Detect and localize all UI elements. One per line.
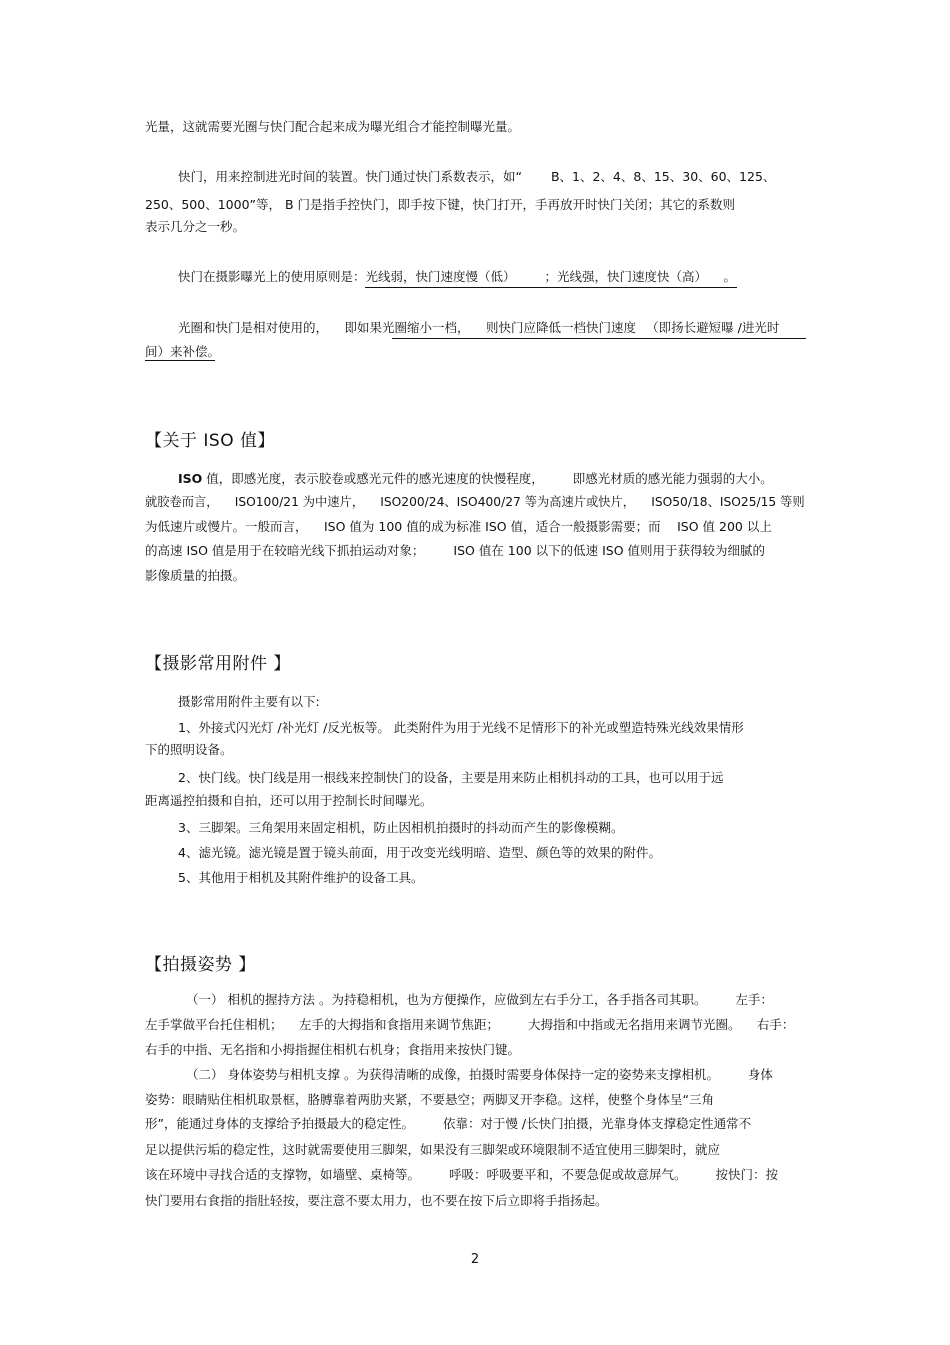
underline [365, 287, 737, 288]
iso-line-2: 就胶卷而言， ISO100/21 为中速片， ISO200/24、ISO400/27 等为高速片或快片， ISO50/18、ISO25/15 等则 [145, 494, 805, 509]
accessories-line-2: 1、外接式闪光灯 /补光灯 /反光板等。 此类附件为用于光线不足情形下的补光或塑造特殊光线效果情形 [178, 720, 744, 735]
posture-line-4: （二） 身体姿势与相机支撑 。为获得清晰的成像，拍摄时需要身体保持一定的姿势来支撑相机。 身体 [186, 1067, 773, 1082]
page-number: 2 [470, 1252, 480, 1267]
intro-line-4: 表示几分之一秒。 [145, 219, 246, 234]
accessories-line-6: 3、三脚架。三角架用来固定相机，防止因相机拍摄时的抖动而产生的影像模糊。 [178, 820, 624, 835]
iso-line-1-text: 值，即感光度，表示胶卷或感光元件的感光速度的快慢程度， 即感光材质的感光能力强弱的大小。 [202, 471, 773, 486]
posture-line-9: 快门要用右食指的指肚轻按，要注意不要太用力，也不要在按下后立即将手指扬起。 [145, 1193, 608, 1208]
intro-line-7: 间）来补偿。 [145, 344, 221, 359]
posture-line-3: 右手的中指、无名指和小拇指握住相机右机身；食指用来按快门键。 [145, 1042, 521, 1057]
accessories-line-8: 5、其他用于相机及其附件维护的设备工具。 [178, 870, 424, 885]
iso-term: ISO [178, 471, 203, 486]
posture-line-2: 左手掌做平台托住相机； 左手的大拇指和食指用来调节焦距； 大拇指和中指或无名指用来调节光圈。 右手： [145, 1017, 795, 1032]
intro-line-6: 光圈和快门是相对使用的， 即如果光圈缩小一档， 则快门应降低一档快门速度 （即扬长避短曝 /进光时 [178, 320, 780, 335]
intro-line-1: 光量，这就需要光圈与快门配合起来成为曝光组合才能控制曝光量。 [145, 119, 521, 134]
posture-line-5: 姿势：眼睛贴住相机取景框，胳膊靠着两肋夹紧，不要悬空；两脚叉开李稳。这样，使整个身体呈“三角 [145, 1092, 714, 1107]
iso-line-1 [178, 470, 773, 488]
intro-line-2: 快门，用来控制进光时间的装置。快门通过快门系数表示，如“ B、1、2、4、8、15、30、60、125、 [178, 169, 776, 184]
iso-heading: 【关于 ISO 值】 [145, 431, 275, 451]
intro-line-5: 快门在摄影曝光上的使用原则是：光线弱，快门速度慢（低） ；光线强，快门速度快（高） 。 [178, 269, 736, 284]
accessories-line-7: 4、滤光镜。滤光镜是置于镜头前面，用于改变光线明暗、造型、颜色等的效果的附件。 [178, 845, 661, 860]
intro-line-3: 250、500、1000”等， B 门是指手控快门，即手按下键，快门打开，手再放开时快门关闭；其它的系数则 [145, 197, 736, 212]
underline [392, 338, 806, 339]
posture-heading: 【拍摄姿势 】 [145, 955, 256, 975]
accessories-line-1: 摄影常用附件主要有以下: [178, 694, 320, 709]
accessories-line-5: 距离遥控拍摄和自拍，还可以用于控制长时间曝光。 [145, 793, 433, 808]
underline [145, 360, 215, 361]
posture-line-7: 足以提供污垢的稳定性，这时就需要使用三脚架，如果没有三脚架或环境限制不适宜使用三脚架时，就应 [145, 1142, 721, 1157]
posture-line-1: （一） 相机的握持方法 。为持稳相机，也为方便操作，应做到左右手分工，各手指各司其职。 左手： [186, 992, 773, 1007]
posture-line-8: 该在环境中寻找合适的支撑物，如墙壁、桌椅等。 呼吸：呼吸要平和，不要急促或故意屏气。 按快门：按 [145, 1167, 778, 1182]
iso-line-4: 的高速 ISO 值是用于在较暗光线下抓拍运动对象； ISO 值在 100 以下的低速 ISO 值则用于获得较为细腻的 [145, 543, 766, 558]
posture-line-6: 形”，能通过身体的支撑给予拍摄最大的稳定性。 依靠：对于慢 /长快门拍摄，光靠身体支撑稳定性通常不 [145, 1116, 752, 1131]
accessories-line-3: 下的照明设备。 [145, 742, 233, 757]
iso-line-5: 影像质量的拍摄。 [145, 568, 246, 583]
iso-line-3: 为低速片或慢片。一般而言， ISO 值为 100 值的成为标准 ISO 值，适合一般摄影需要；而 ISO 值 200 以上 [145, 519, 772, 534]
accessories-heading: 【摄影常用附件 】 [145, 654, 291, 674]
accessories-line-4: 2、快门线。快门线是用一根线来控制快门的设备，主要是用来防止相机抖动的工具，也可以用于远 [178, 770, 724, 785]
